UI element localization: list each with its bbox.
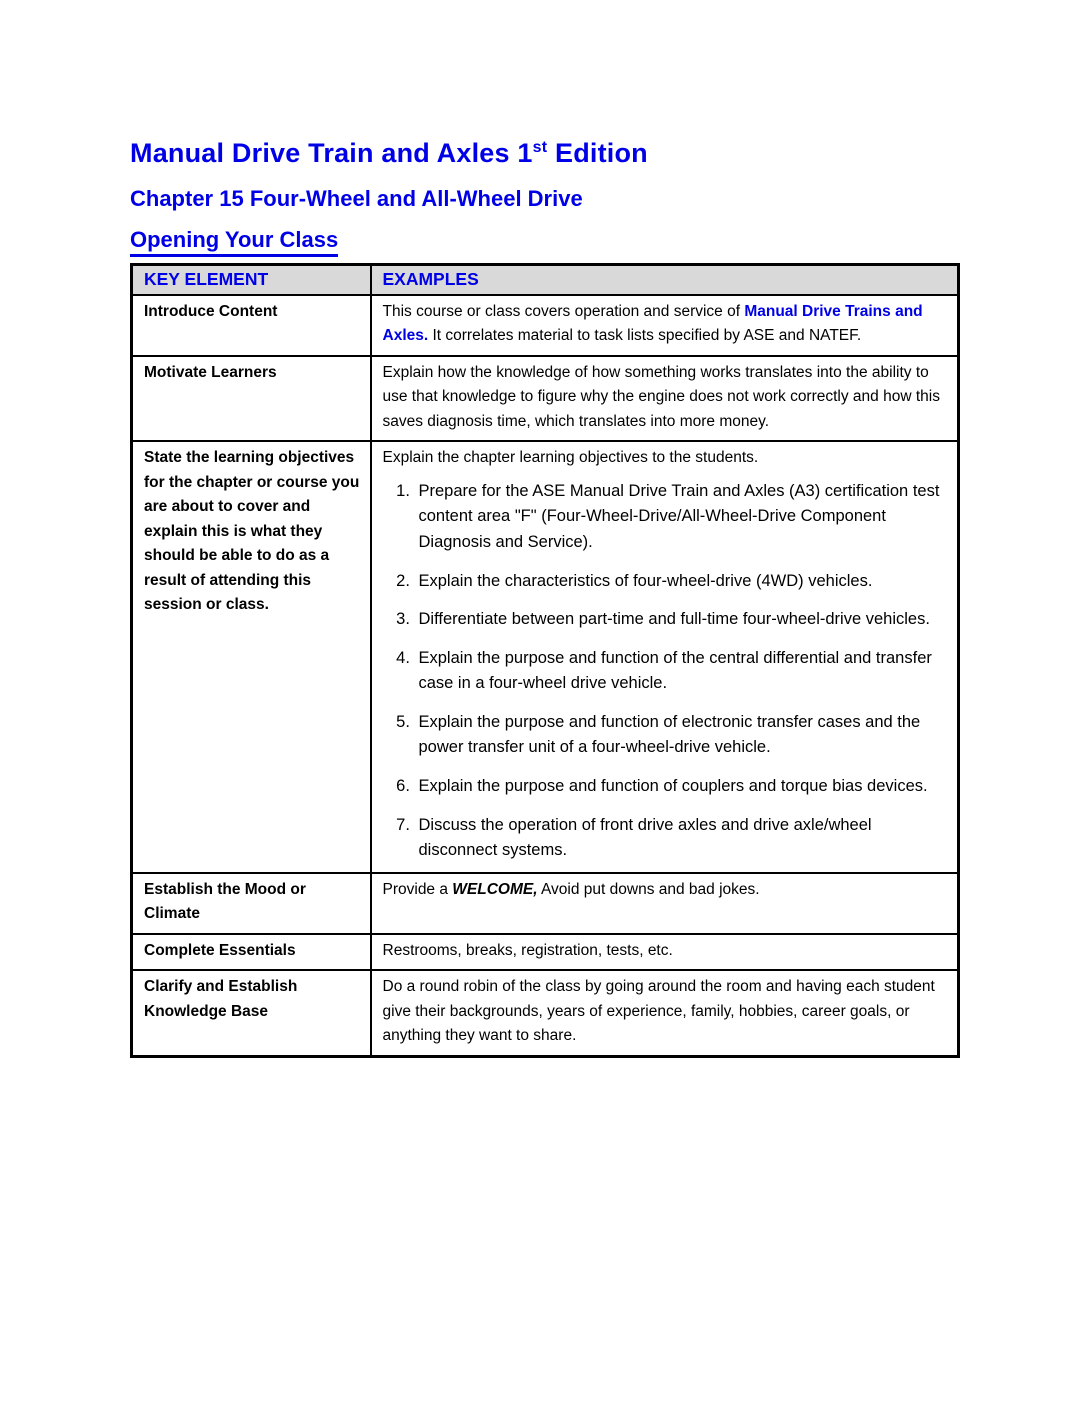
objective-item: 3. Differentiate between part-time and full-time four-wheel-drive vehicles.	[415, 607, 948, 633]
objective-item: 1. Prepare for the ASE Manual Drive Train and Axles (A3) certification test content area "F" (Four-Wheel-Drive/All-Wheel-Drive Component Diagnosis and Service).	[415, 479, 948, 556]
example-text: Avoid put downs and bad jokes.	[537, 880, 760, 898]
example-cell: Explain how the knowledge of how something works translates into the ability to use that knowledge to figure why the engine does not work correctly and how this saves diagnosis time, which translates into more money.	[371, 356, 959, 441]
key-element-cell: State the learning objectives for the chapter or course you are about to cover and explain this is what they should be able to do as a result of attending this session or class.	[132, 441, 371, 872]
example-italic-text: WELCOME,	[452, 880, 538, 898]
column-header-examples: EXAMPLES	[371, 265, 959, 296]
objective-item: 6. Explain the purpose and function of couplers and torque bias devices.	[415, 774, 948, 800]
table-row-establish-mood	[132, 873, 959, 934]
example-text: Provide a	[382, 880, 453, 898]
document-title-superscript: st	[532, 139, 548, 156]
example-cell	[371, 295, 959, 356]
document-title	[130, 138, 964, 169]
key-element-cell: Motivate Learners	[132, 356, 371, 441]
section-heading-wrap	[130, 227, 964, 263]
table-row-complete-essentials	[132, 934, 959, 970]
table-header-row	[132, 265, 959, 296]
chapter-heading: Chapter 15 Four-Wheel and All-Wheel Drive	[130, 186, 583, 211]
example-cell	[371, 441, 959, 872]
example-highlight-text: Manual Drive Trains and Axles.	[382, 303, 923, 345]
column-header-key-element: KEY ELEMENT	[132, 265, 371, 296]
document-title-tail: Edition	[547, 138, 648, 168]
example-text: It correlates material to task lists specified by ASE and NATEF.	[428, 327, 862, 345]
example-cell: Do a round robin of the class by going around the room and having each student give their backgrounds, years of experience, family, hobbies, career goals, or anything they want to share.	[371, 970, 959, 1056]
key-element-cell: Establish the Mood or Climate	[132, 873, 371, 934]
table-row-motivate-learners	[132, 356, 959, 441]
table-row-clarify-knowledge-base	[132, 970, 959, 1056]
opening-class-table	[130, 263, 960, 1058]
objective-item: 4. Explain the purpose and function of the central differential and transfer case in a four-wheel drive vehicle.	[415, 646, 948, 697]
section-heading: Opening Your Class	[130, 227, 338, 257]
example-cell	[371, 873, 959, 934]
objective-item: 7. Discuss the operation of front drive axles and drive axle/wheel disconnect systems.	[415, 813, 948, 864]
objective-item: 5. Explain the purpose and function of electronic transfer cases and the power transfer unit of a four-wheel-drive vehicle.	[415, 710, 948, 761]
example-cell: Restrooms, breaks, registration, tests, etc.	[371, 934, 959, 970]
key-element-cell: Introduce Content	[132, 295, 371, 356]
objectives-intro: Explain the chapter learning objectives to the students.	[382, 449, 759, 467]
key-element-cell: Clarify and Establish Knowledge Base	[132, 970, 371, 1056]
example-text: This course or class covers operation and service of	[382, 303, 745, 320]
document-title-main: Manual Drive Train and Axles 1	[130, 138, 533, 168]
document-page	[130, 138, 964, 1058]
table-row-learning-objectives	[132, 441, 959, 872]
objective-item: 2. Explain the characteristics of four-wheel-drive (4WD) vehicles.	[415, 569, 948, 595]
key-element-cell: Complete Essentials	[132, 934, 371, 970]
table-row-introduce-content	[132, 295, 959, 356]
objectives-list	[383, 479, 948, 864]
